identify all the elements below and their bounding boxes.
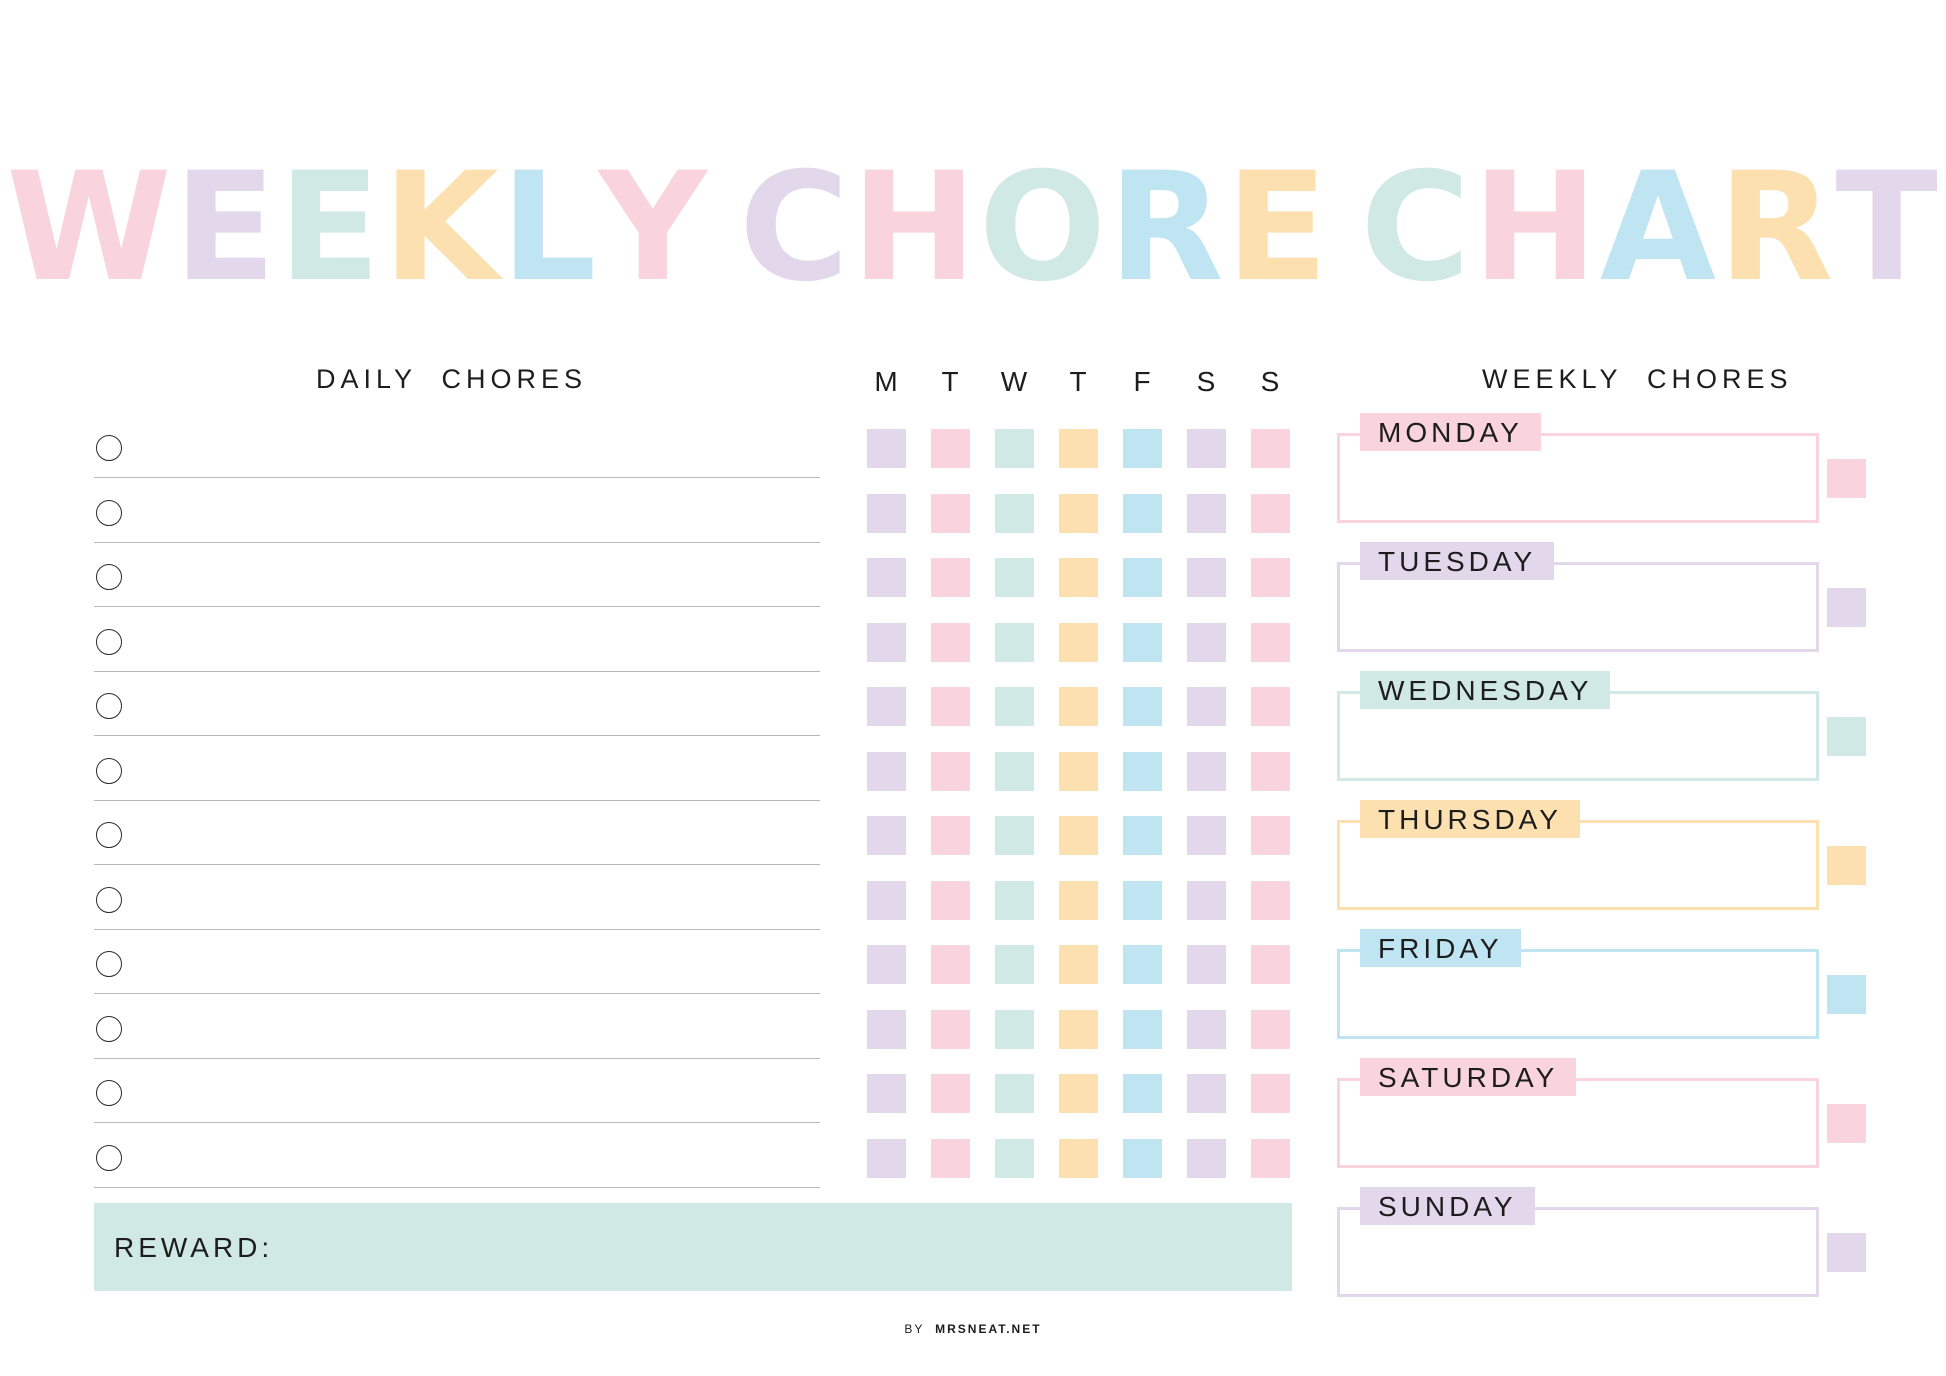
chore-row[interactable] bbox=[94, 542, 820, 607]
day-checkbox[interactable] bbox=[1187, 881, 1226, 920]
weekly-chore-checkbox[interactable] bbox=[1827, 588, 1866, 627]
day-checkbox[interactable] bbox=[867, 881, 906, 920]
title-letter: L bbox=[500, 141, 599, 315]
weekly-chore-checkbox[interactable] bbox=[1827, 1233, 1866, 1272]
day-checkbox[interactable] bbox=[1059, 1139, 1098, 1178]
day-checkbox[interactable] bbox=[1059, 558, 1098, 597]
title-letter: Y bbox=[598, 141, 710, 315]
day-checkbox[interactable] bbox=[1123, 1139, 1162, 1178]
day-checkbox[interactable] bbox=[995, 1010, 1034, 1049]
day-checkbox[interactable] bbox=[1251, 429, 1290, 468]
chore-row[interactable] bbox=[94, 865, 820, 930]
day-checkbox[interactable] bbox=[1123, 816, 1162, 855]
day-checkbox[interactable] bbox=[995, 687, 1034, 726]
weekly-chore-checkbox[interactable] bbox=[1827, 975, 1866, 1014]
day-checkbox[interactable] bbox=[1059, 816, 1098, 855]
day-checkbox[interactable] bbox=[867, 429, 906, 468]
day-checkbox[interactable] bbox=[931, 1074, 970, 1113]
day-checkbox[interactable] bbox=[1123, 429, 1162, 468]
weekly-chore-checkbox[interactable] bbox=[1827, 717, 1866, 756]
day-checkbox[interactable] bbox=[995, 623, 1034, 662]
day-checkbox[interactable] bbox=[1123, 881, 1162, 920]
day-checkbox[interactable] bbox=[1059, 687, 1098, 726]
day-checkbox[interactable] bbox=[995, 558, 1034, 597]
day-checkbox[interactable] bbox=[1123, 623, 1162, 662]
day-checkbox[interactable] bbox=[1251, 1074, 1290, 1113]
day-checkbox[interactable] bbox=[1123, 558, 1162, 597]
day-letter: S bbox=[1260, 366, 1280, 397]
weekly-day-label: SUNDAY bbox=[1360, 1187, 1535, 1225]
day-checkbox[interactable] bbox=[1187, 1074, 1226, 1113]
day-checkbox[interactable] bbox=[1251, 558, 1290, 597]
chore-row[interactable] bbox=[94, 1123, 820, 1188]
day-checkbox[interactable] bbox=[1187, 558, 1226, 597]
day-checkbox[interactable] bbox=[1251, 881, 1290, 920]
chore-checkbox[interactable] bbox=[96, 693, 122, 719]
day-checkbox[interactable] bbox=[1187, 1139, 1226, 1178]
weekly-day-label: FRIDAY bbox=[1360, 929, 1521, 967]
reward-box[interactable] bbox=[94, 1203, 1292, 1291]
day-letter: M bbox=[874, 366, 898, 397]
day-checkbox[interactable] bbox=[995, 1139, 1034, 1178]
day-checkbox[interactable] bbox=[867, 1074, 906, 1113]
title-letter: E bbox=[173, 141, 279, 315]
day-checkbox[interactable] bbox=[1187, 687, 1226, 726]
day-checkbox[interactable] bbox=[995, 494, 1034, 533]
day-checkbox[interactable] bbox=[1123, 945, 1162, 984]
chore-checkbox[interactable] bbox=[96, 1080, 122, 1106]
day-checkbox[interactable] bbox=[995, 752, 1034, 791]
day-checkbox[interactable] bbox=[1123, 1074, 1162, 1113]
title-letter: T bbox=[1835, 141, 1940, 315]
day-checkbox[interactable] bbox=[1187, 816, 1226, 855]
day-checkbox[interactable] bbox=[1187, 429, 1226, 468]
daily-chores-heading: DAILY CHORES bbox=[316, 364, 588, 394]
chore-checkbox[interactable] bbox=[96, 758, 122, 784]
day-checkbox[interactable] bbox=[867, 945, 906, 984]
day-checkbox[interactable] bbox=[1059, 429, 1098, 468]
weekly-day-label: SATURDAY bbox=[1360, 1058, 1576, 1096]
title-letter: H bbox=[851, 141, 979, 315]
day-checkbox[interactable] bbox=[1187, 494, 1226, 533]
title-letter: E bbox=[1225, 141, 1331, 315]
weekly-day-label: WEDNESDAY bbox=[1360, 671, 1610, 709]
chore-row[interactable] bbox=[94, 929, 820, 994]
day-checkbox[interactable] bbox=[1251, 687, 1290, 726]
title-letter: C bbox=[1360, 141, 1473, 315]
day-letter: S bbox=[1196, 366, 1216, 397]
weekly-chore-checkbox[interactable] bbox=[1827, 1104, 1866, 1143]
title-letter: W bbox=[6, 141, 174, 315]
chore-checkbox[interactable] bbox=[96, 629, 122, 655]
chore-row[interactable] bbox=[94, 800, 820, 865]
day-checkbox[interactable] bbox=[995, 1074, 1034, 1113]
day-checkbox[interactable] bbox=[931, 945, 970, 984]
day-checkbox[interactable] bbox=[931, 816, 970, 855]
chore-row[interactable] bbox=[94, 413, 820, 478]
title-letter: R bbox=[1717, 141, 1836, 315]
day-checkbox[interactable] bbox=[931, 494, 970, 533]
day-checkbox[interactable] bbox=[867, 558, 906, 597]
day-checkbox[interactable] bbox=[995, 429, 1034, 468]
day-checkbox[interactable] bbox=[995, 945, 1034, 984]
weekly-chores-heading: WEEKLY CHORES bbox=[1482, 364, 1793, 394]
day-checkbox[interactable] bbox=[1251, 494, 1290, 533]
day-checkbox[interactable] bbox=[867, 494, 906, 533]
day-checkbox[interactable] bbox=[867, 816, 906, 855]
day-checkbox[interactable] bbox=[1187, 945, 1226, 984]
day-checkbox[interactable] bbox=[1251, 816, 1290, 855]
weekly-chore-checkbox[interactable] bbox=[1827, 846, 1866, 885]
day-checkbox[interactable] bbox=[995, 816, 1034, 855]
day-checkbox[interactable] bbox=[1251, 1139, 1290, 1178]
day-checkbox[interactable] bbox=[931, 623, 970, 662]
title-letter: E bbox=[278, 141, 383, 315]
day-checkbox[interactable] bbox=[1251, 752, 1290, 791]
chore-checkbox[interactable] bbox=[96, 887, 122, 913]
day-checkbox[interactable] bbox=[931, 1010, 970, 1049]
chore-checkbox[interactable] bbox=[96, 822, 122, 848]
day-checkbox[interactable] bbox=[931, 687, 970, 726]
title-letter: A bbox=[1599, 141, 1718, 315]
day-checkbox[interactable] bbox=[931, 1139, 970, 1178]
day-checkbox[interactable] bbox=[1123, 1010, 1162, 1049]
chore-checkbox[interactable] bbox=[96, 500, 122, 526]
day-checkbox[interactable] bbox=[867, 687, 906, 726]
day-checkbox[interactable] bbox=[1059, 1010, 1098, 1049]
day-checkbox[interactable] bbox=[1059, 1074, 1098, 1113]
chore-row[interactable] bbox=[94, 478, 820, 543]
day-checkbox[interactable] bbox=[1123, 752, 1162, 791]
title-letter: H bbox=[1472, 141, 1600, 315]
day-letter: F bbox=[1133, 366, 1151, 397]
chore-checkbox[interactable] bbox=[96, 564, 122, 590]
day-checkbox[interactable] bbox=[1187, 1010, 1226, 1049]
footer-credit bbox=[0, 1322, 1946, 1336]
chore-row[interactable] bbox=[94, 736, 820, 801]
day-checkbox[interactable] bbox=[1187, 752, 1226, 791]
day-checkbox[interactable] bbox=[1059, 752, 1098, 791]
footer-site: MRSNEAT.NET bbox=[935, 1322, 1042, 1336]
day-letter: T bbox=[941, 366, 959, 397]
day-checkbox[interactable] bbox=[867, 623, 906, 662]
reward-label: REWARD: bbox=[114, 1232, 274, 1263]
chore-row[interactable] bbox=[94, 994, 820, 1059]
chore-row[interactable] bbox=[94, 1058, 820, 1123]
chore-checkbox[interactable] bbox=[96, 1016, 122, 1042]
weekly-day-label: MONDAY bbox=[1360, 413, 1541, 451]
chore-checkbox[interactable] bbox=[96, 435, 122, 461]
day-checkbox[interactable] bbox=[931, 429, 970, 468]
day-checkbox[interactable] bbox=[867, 1010, 906, 1049]
day-checkbox[interactable] bbox=[1251, 1010, 1290, 1049]
day-checkbox[interactable] bbox=[1187, 623, 1226, 662]
title-letter: R bbox=[1108, 141, 1226, 315]
day-letter: W bbox=[1000, 366, 1028, 397]
weekly-day-label: THURSDAY bbox=[1360, 800, 1580, 838]
title-letter: K bbox=[382, 141, 501, 315]
title-letter: C bbox=[739, 141, 852, 315]
title-letter: O bbox=[978, 141, 1109, 315]
day-letter: T bbox=[1069, 366, 1087, 397]
footer-by: BY bbox=[904, 1322, 925, 1336]
day-checkbox[interactable] bbox=[1123, 494, 1162, 533]
day-checkbox[interactable] bbox=[867, 1139, 906, 1178]
day-checkbox[interactable] bbox=[1251, 945, 1290, 984]
day-checkbox[interactable] bbox=[995, 881, 1034, 920]
chore-checkbox[interactable] bbox=[96, 951, 122, 977]
page-title bbox=[0, 141, 1946, 315]
day-checkbox[interactable] bbox=[867, 752, 906, 791]
day-checkbox[interactable] bbox=[931, 881, 970, 920]
chore-row[interactable] bbox=[94, 607, 820, 672]
chore-checkbox[interactable] bbox=[96, 1145, 122, 1171]
day-checkbox[interactable] bbox=[1059, 881, 1098, 920]
day-checkbox[interactable] bbox=[1251, 623, 1290, 662]
day-checkbox[interactable] bbox=[1059, 945, 1098, 984]
day-checkbox[interactable] bbox=[931, 752, 970, 791]
chore-row[interactable] bbox=[94, 671, 820, 736]
day-checkbox[interactable] bbox=[931, 558, 970, 597]
day-checkbox[interactable] bbox=[1059, 623, 1098, 662]
day-checkbox[interactable] bbox=[1059, 494, 1098, 533]
day-checkbox[interactable] bbox=[1123, 687, 1162, 726]
weekly-day-label: TUESDAY bbox=[1360, 542, 1554, 580]
weekly-chore-checkbox[interactable] bbox=[1827, 459, 1866, 498]
